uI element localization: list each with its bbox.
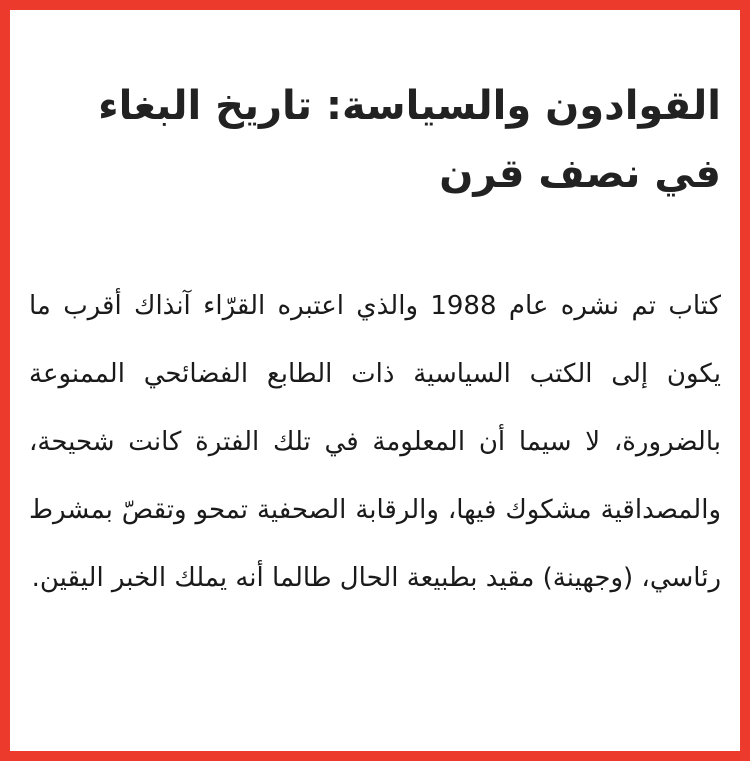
article-title: القوادون والسياسة: تاريخ البغاء في نصف قرن: [98, 83, 721, 197]
article-body: كتاب تم نشره عام 1988 والذي اعتبره القرّاء آنذاك أقرب ما يكون إلى الكتب السياسية ذات الطابع الفضائحي الممنوعة بالضرورة، لا سيما أن المعلومة في تلك الفترة كانت شحيحة، والمصداقية مشكوك فيها، والرقابة الصحفية تمحو وتقصّ بمشرط رئاسي، (وجهينة) مقيد بطبيعة الحال طالما أنه يملك الخبر اليقين.: [29, 291, 721, 593]
card-content: [29, 72, 721, 612]
